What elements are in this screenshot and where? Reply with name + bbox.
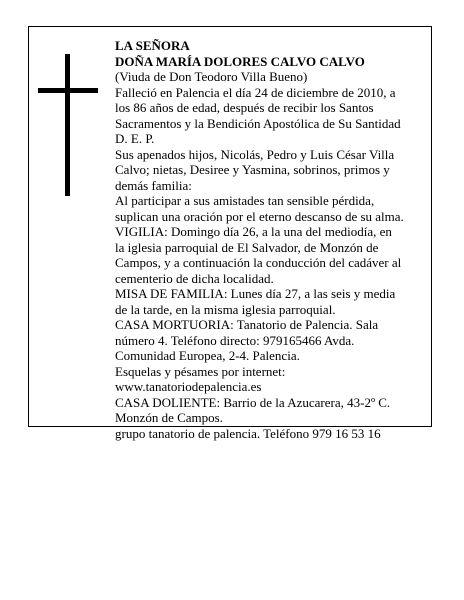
title-line: LA SEÑORA [115, 38, 190, 53]
body-line: grupo tanatorio de palencia. Teléfono 979 16 53 16 [115, 425, 381, 441]
body-line: MISA DE FAMILIA: Lunes día 27, a las seis y media [115, 286, 396, 301]
body-line: Al participar a sus amistades tan sensible pérdida, [115, 193, 375, 208]
body-line: Monzón de Campos. [115, 410, 223, 425]
body-line: cementerio de dicha localidad. [115, 270, 274, 286]
body-line: Sacramentos y la Bendición Apostólica de Su Santidad [115, 115, 401, 131]
obituary-text [115, 38, 415, 441]
body-line: Comunidad Europea, 2-4. Palencia. [115, 348, 300, 363]
body-line: VIGILIA: Domingo día 26, a la una del mediodía, en [115, 224, 392, 239]
website-link[interactable]: www.tanatoriodepalencia.es [115, 379, 262, 394]
body-line: suplican una oración por el eterno descanso de su alma. [115, 208, 404, 224]
cross-icon [38, 54, 98, 196]
body-line: CASA DOLIENTE: Barrio de la Azucarera, 43-2º C. [115, 394, 391, 410]
deceased-name: DOÑA MARÍA DOLORES CALVO CALVO [115, 53, 365, 69]
body-line: Campos, y a continuación la conducción del cadáver al [115, 255, 402, 270]
body-line: D. E. P. [115, 131, 155, 146]
body-line: de la tarde, en la misma iglesia parroquial. [115, 301, 336, 317]
body-line: la iglesia parroquial de El Salvador, de Monzón de [115, 239, 379, 255]
body-line: Falleció en Palencia el día 24 de diciembre de 2010, a [115, 84, 396, 100]
body-line: demás familia: [115, 177, 192, 193]
body-line: CASA MORTUORIA: Tanatorio de Palencia. Sala [115, 317, 379, 332]
body-line: Sus apenados hijos, Nicolás, Pedro y Luis César Villa [115, 146, 395, 162]
cross-horizontal-bar [38, 88, 98, 93]
body-line: Esquelas y pésames por internet: [115, 363, 286, 379]
body-line: los 86 años de edad, después de recibir los Santos [115, 100, 374, 115]
body-line: (Viuda de Don Teodoro Villa Bueno) [115, 69, 308, 84]
cross-vertical-bar [65, 54, 70, 196]
body-line: número 4. Teléfono directo: 979165466 Avda. [115, 332, 355, 348]
body-line: Calvo; nietas, Desiree y Yasmina, sobrinos, primos y [115, 162, 390, 177]
